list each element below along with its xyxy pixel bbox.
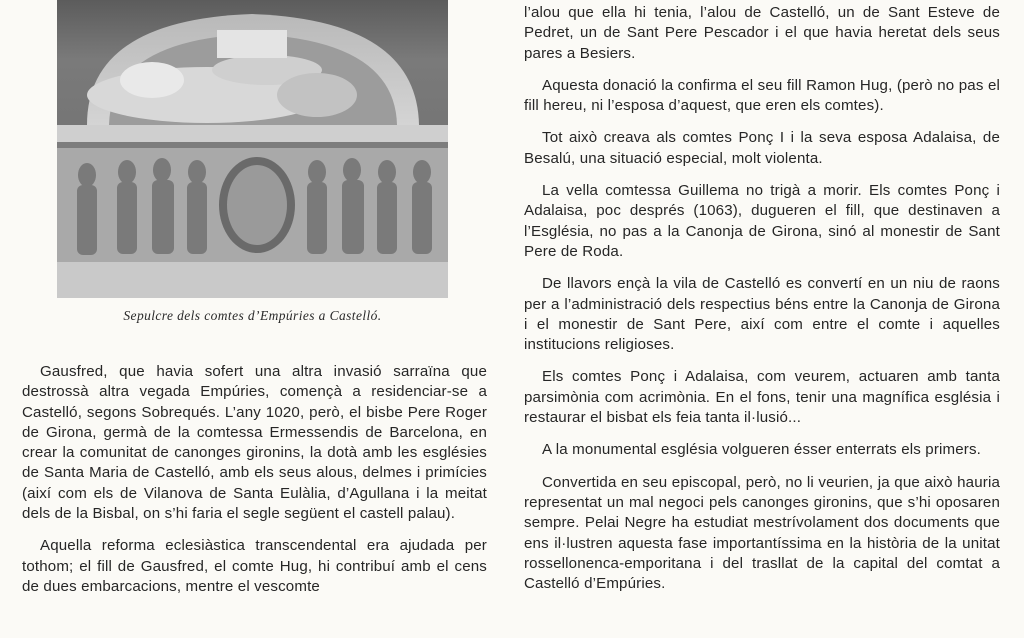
right-text-column [524,3,1000,606]
paragraph: De llavors ençà la vila de Castelló es convertí en un niu de raons per a l’administració dels respectius béns entre la Canonja de Girona i el monestir de Sant Pere, així com entre el comte i aquelles institucions religioses. [524,275,1000,354]
paragraph: Gausfred, que havia sofert una altra invasió sarraïna que destrossà altra vegada Empúries, començà a residenciar-se a Castelló, segons Sobrequés. L’any 1020, però, el bisbe Pere Roger de Girona, germà de la comtessa Ermessendis de Barcelona, en crear la comunitat de canonges gironins, la dotà amb les esglésies de Santa Maria de Castelló, amb els seus alous, delmes i primícies (així com els de Vilanova de Santa Eulàlia, d’Agullana i la meitat dels de la Bisbal, on s’hi faria el segle següent el castell palau). [22,363,487,523]
paragraph: l’alou que ella hi tenia, l’alou de Castelló, un de Sant Esteve de Pedret, un de Sant Pere Pescador i el que havia heretat dels seus pares a Besiers. [524,4,1000,62]
sepulchre-illustration [57,0,448,298]
paragraph: Tot això creava als comtes Ponç I i la seva esposa Adalaisa, de Besalú, una situació especial, molt violenta. [524,129,1000,167]
sepulchre-photo [57,0,448,298]
left-text-column [22,362,487,609]
paragraph: Aquesta donació la confirma el seu fill Ramon Hug, (però no pas el fill hereu, ni l’esposa d’aquest, que eren els comtes). [524,76,1000,115]
paragraph: Aquella reforma eclesiàstica transcendental era ajudada per tothom; el fill de Gausfred, el comte Hug, hi contribuí amb el cens de dues embarcacions, mentre el vescomte [22,537,487,595]
paragraph: Els comtes Ponç i Adalaisa, com veurem, actuaren amb tanta parsimònia com acrimònia. En el fons, tenir una magnífica església i restaurar el bisbat els feia tanta il·lusió... [524,368,1000,427]
photo-caption: Sepulcre dels comtes d’Empúries a Castelló. [123,308,382,323]
paragraph: Convertida en seu episcopal, però, no li veurien, ja que això hauria representat un mal negoci pels canonges gironins, que s’hi oposaren sempre. Pelai Negre ha estudiat mestrívolament dos documents que ens il·lustren aquesta fase importantíssima en la història de la unitat rossellonenca-emporitana i del trasllat de la capital del comtat a Castelló d’Empúries. [524,473,1000,593]
paragraph: A la monumental església volgueren ésser enterrats els primers. [542,441,981,459]
paragraph: La vella comtessa Guillema no trigà a morir. Els comtes Ponç i Adalaisa, poc després (1063), dugueren el fill, que destinaven a l’Església, no pas a la Canonja de Girona, sinó al monestir de Sant Pere de Roda. [524,182,1000,260]
